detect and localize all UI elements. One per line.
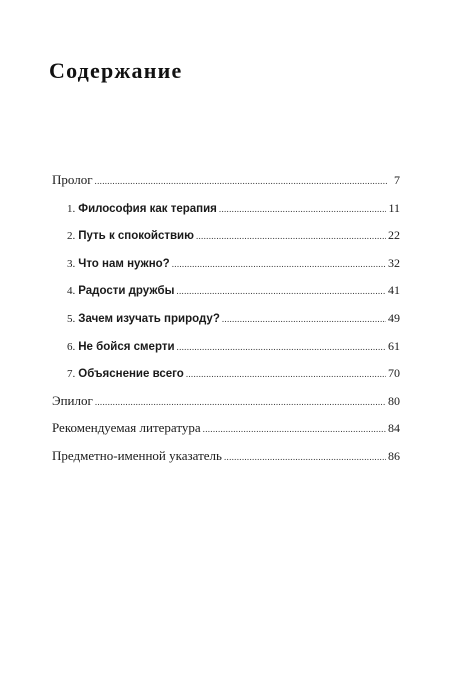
toc-entry-label: Путь к спокойствию bbox=[78, 230, 194, 243]
toc-entry-label: Что нам нужно? bbox=[78, 257, 170, 270]
dot-leader bbox=[172, 256, 386, 272]
toc-entry bbox=[49, 310, 400, 338]
dot-leader bbox=[196, 228, 386, 244]
toc-entry bbox=[49, 255, 400, 283]
toc-entry-number: 2. bbox=[67, 230, 76, 243]
page-title: Содержание bbox=[49, 58, 183, 83]
dot-leader bbox=[176, 283, 386, 299]
toc-entry-page: 32 bbox=[388, 255, 400, 270]
toc-entry-page: 49 bbox=[388, 310, 400, 325]
toc-entry-label: Философия как терапия bbox=[78, 202, 217, 215]
dot-leader bbox=[203, 421, 386, 437]
toc-entry bbox=[49, 172, 400, 200]
dot-leader bbox=[186, 366, 386, 382]
toc-entry-number: 5. bbox=[67, 312, 76, 325]
dot-leader bbox=[219, 201, 387, 217]
toc-entry bbox=[49, 338, 400, 366]
toc-entry-page: 84 bbox=[388, 421, 400, 436]
toc-entry-number: 4. bbox=[67, 285, 76, 298]
dot-leader bbox=[95, 394, 386, 410]
dot-leader bbox=[95, 173, 388, 189]
toc-entry-number: 6. bbox=[67, 340, 76, 353]
toc-entry-page: 70 bbox=[388, 366, 400, 381]
toc-entry-label: Радости дружбы bbox=[78, 285, 175, 298]
dot-leader bbox=[224, 449, 386, 465]
toc-entry-page: 86 bbox=[388, 448, 400, 463]
toc-entry-page: 80 bbox=[388, 393, 400, 408]
dot-leader bbox=[177, 339, 386, 355]
toc-entry bbox=[49, 365, 400, 393]
toc-entry-label: Зачем изучать природу? bbox=[78, 312, 220, 325]
toc-entry-label: Не бойся смерти bbox=[78, 340, 175, 353]
toc-entry bbox=[49, 227, 400, 255]
table-of-contents bbox=[49, 172, 400, 476]
toc-entry-number: 3. bbox=[67, 257, 76, 270]
toc-entry-label: Эпилог bbox=[52, 392, 93, 408]
dot-leader bbox=[222, 311, 386, 327]
toc-entry-number: 1. bbox=[67, 202, 76, 215]
toc-entry-label: Предметно-именной указатель bbox=[52, 447, 222, 463]
toc-entry bbox=[49, 282, 400, 310]
toc-entry bbox=[49, 420, 400, 448]
toc-entry-page: 22 bbox=[388, 228, 400, 243]
toc-entry bbox=[49, 448, 400, 476]
toc-entry-page: 11 bbox=[388, 200, 400, 215]
toc-entry-label: Пролог bbox=[52, 172, 93, 187]
toc-entry-page: 61 bbox=[388, 338, 400, 353]
toc-entry bbox=[49, 393, 400, 421]
toc-entry bbox=[49, 200, 400, 228]
toc-entry-page: 7 bbox=[394, 173, 400, 187]
toc-entry-label: Рекомендуемая литература bbox=[52, 420, 201, 436]
toc-entry-label: Объяснение всего bbox=[78, 368, 184, 381]
toc-entry-page: 41 bbox=[388, 283, 400, 298]
toc-entry-number: 7. bbox=[67, 368, 76, 381]
